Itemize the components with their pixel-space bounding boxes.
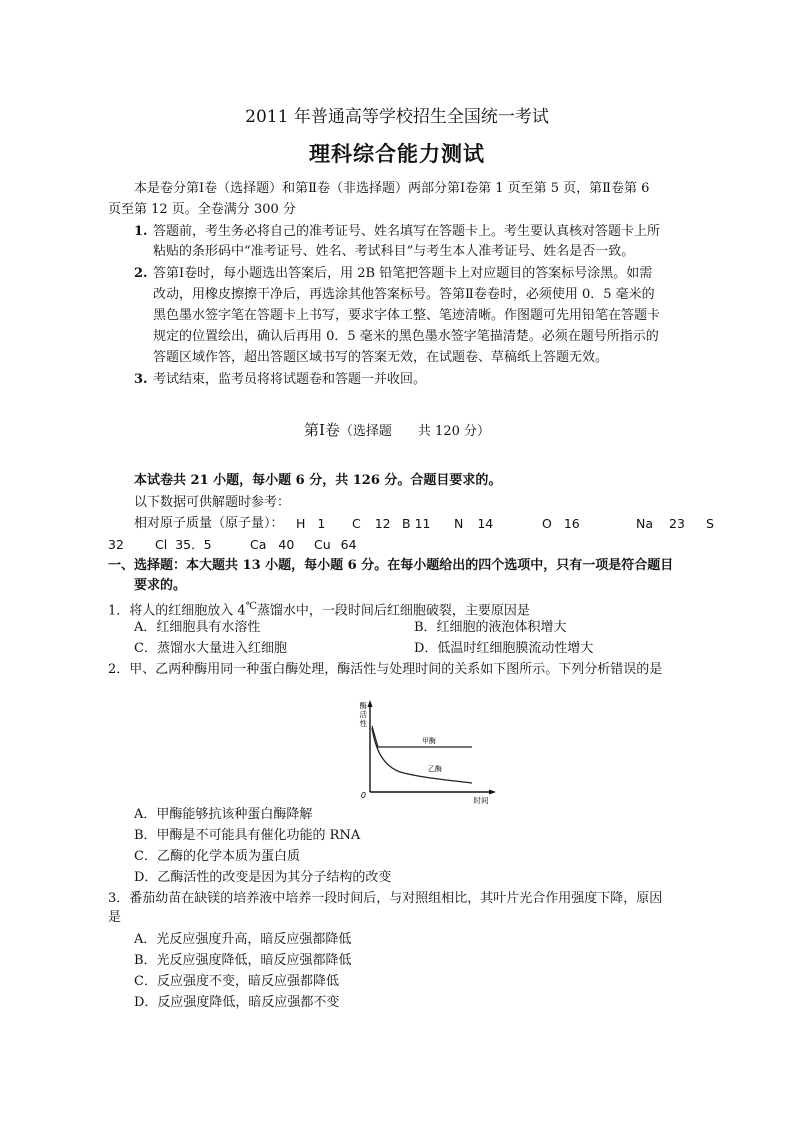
subject-title: 理科综合能力测试	[309, 141, 485, 166]
atomic-mass-na: Na 23	[636, 516, 685, 531]
y-axis-label-1: 酶	[359, 701, 367, 710]
instruction-3-line-1: 考试结束，监考员将将试题卷和答题一并收回。	[153, 372, 427, 387]
q3-stem-line-1: 3．番茄幼苗在缺镁的培养液中培养一段时间后，与对照组相比，其叶片光合作用强度下降，原因	[108, 891, 663, 906]
q1-option-a: A．红细胞具有水溶性	[134, 620, 261, 635]
q3-option-c: C．反应强度不变，暗反应强都降低	[134, 974, 339, 989]
atomic-mass-s-value: 32	[108, 537, 124, 552]
instruction-2-line-5: 答题区域作答，超出答题区域书写的答案无效，在试题卷、草稿纸上答题无效。	[153, 350, 609, 365]
y-axis-label-2: 活	[359, 710, 367, 719]
instruction-2-line-3: 黑色墨水签字笔在答题卡上书写，要求字体工整、笔迹清晰。作图题可先用铅笔在答题卡	[153, 308, 661, 323]
instruction-2-line-1: 答第Ⅰ卷时，每小题选出答案后，用 2B 铅笔把答题卡上对应题目的答案标号涂黑。如需	[153, 266, 653, 281]
atomic-mass-b: B 11	[402, 516, 431, 531]
exam-title: 2011 年普通高等学校招生全国统一考试	[245, 107, 549, 127]
x-axis-arrow	[489, 790, 496, 795]
q2-option-a: A．甲酶能够抗该种蛋白酶降解	[134, 807, 313, 822]
atomic-mass-cl: Cl 35．5	[155, 537, 212, 552]
atomic-mass-label: 相对原子质量（原子量）：	[134, 516, 284, 531]
instruction-3-number: 3.	[134, 372, 148, 387]
q1-option-b: B．红细胞的液泡体积增大	[414, 620, 567, 635]
atomic-mass-cu: Cu 64	[314, 537, 357, 552]
choice-header-line-1: 一、选择题：本大题共 13 小题，每小题 6 分。在每小题给出的四个选项中，只有一项是符合题目	[108, 558, 674, 573]
q2-option-d: D．乙酶活性的改变是因为其分子结构的改变	[134, 870, 392, 885]
q1-degree: ℃	[245, 601, 257, 612]
intro-line-2: 页至第 12 页。全卷满分 300 分	[108, 202, 296, 217]
instruction-1-line-1: 答题前，考生务必将自己的准考证号、姓名填写在答题卡上。考生要认真核对答题卡上所	[153, 224, 661, 239]
atomic-mass-s-symbol: S	[706, 516, 714, 531]
enzyme-activity-figure	[352, 696, 502, 808]
q3-stem-line-2: 是	[108, 910, 122, 925]
instruction-2-line-2: 改动，用橡皮擦擦干净后，再选涂其他答案标号。答第Ⅱ卷卷时，必须使用 0．5 毫米的	[153, 287, 655, 302]
atomic-mass-n: N 14	[454, 516, 494, 531]
intro-line-1: 本是卷分第Ⅰ卷（选择题）和第Ⅱ卷（非选择题）两部分第Ⅰ卷第 1 页至第 5 页，第Ⅱ卷第 6	[134, 181, 650, 196]
q1-stem: 1．将人的红细胞放入 4℃蒸馏水中，一段时间后红细胞破裂，主要原因是	[108, 601, 530, 619]
q3-option-a: A．光反应强度升高，暗反应强都降低	[134, 932, 352, 947]
atomic-mass-o: O 16	[542, 516, 580, 531]
q1-option-d: D．低温时红细胞膜流动性增大	[414, 641, 594, 656]
part-intro-line-2: 以下数据可供解题时参考：	[134, 495, 291, 510]
instruction-2-number: 2.	[134, 266, 148, 281]
part-intro-line-1: 本试卷共 21 小题，每小题 6 分，共 126 分。合题目要求的。	[134, 473, 502, 488]
q2-option-c: C．乙酶的化学本质为蛋白质	[134, 849, 300, 864]
atomic-mass-h: H 1	[296, 516, 326, 531]
section-title: 第Ⅰ卷	[303, 421, 340, 439]
q3-option-b: B．光反应强度降低，暗反应强都降低	[134, 953, 352, 968]
section-heading	[0, 421, 794, 441]
enzyme-yi-label: 乙酶	[428, 765, 442, 773]
y-axis-arrow	[368, 700, 373, 707]
instruction-1-line-2: 粘贴的条形码中“准考证号、姓名、考试科目”与考生本人准考证号、姓名是否一致。	[153, 244, 635, 259]
origin-label: 0	[360, 791, 366, 800]
atomic-mass-c: C 12	[352, 516, 391, 531]
enzyme-jia-label: 甲酶	[422, 737, 436, 745]
q2-option-b: B．甲酶是不可能具有催化功能的 RNA	[134, 828, 361, 843]
q2-stem: 2．甲、乙两种酶用同一种蛋白酶处理，酶活性与处理时间的关系如下图所示。下列分析错误的是	[108, 662, 663, 677]
atomic-mass-ca: Ca 40	[250, 537, 295, 552]
instruction-2-line-4: 规定的位置绘出，确认后再用 0．5 毫米的黑色墨水签字笔描清楚。必须在题号所指示的	[153, 329, 659, 344]
q1-option-c: C．蒸馏水大量进入红细胞	[134, 641, 287, 656]
y-axis-label-3: 性	[359, 719, 367, 728]
q3-option-d: D．反应强度降低，暗反应强都不变	[134, 995, 340, 1010]
choice-header-line-2: 要求的。	[134, 578, 187, 593]
x-axis-label: 时间	[473, 796, 489, 805]
instruction-1-number: 1.	[134, 224, 148, 239]
section-subtitle: （选择题 共 120 分）	[339, 424, 490, 439]
